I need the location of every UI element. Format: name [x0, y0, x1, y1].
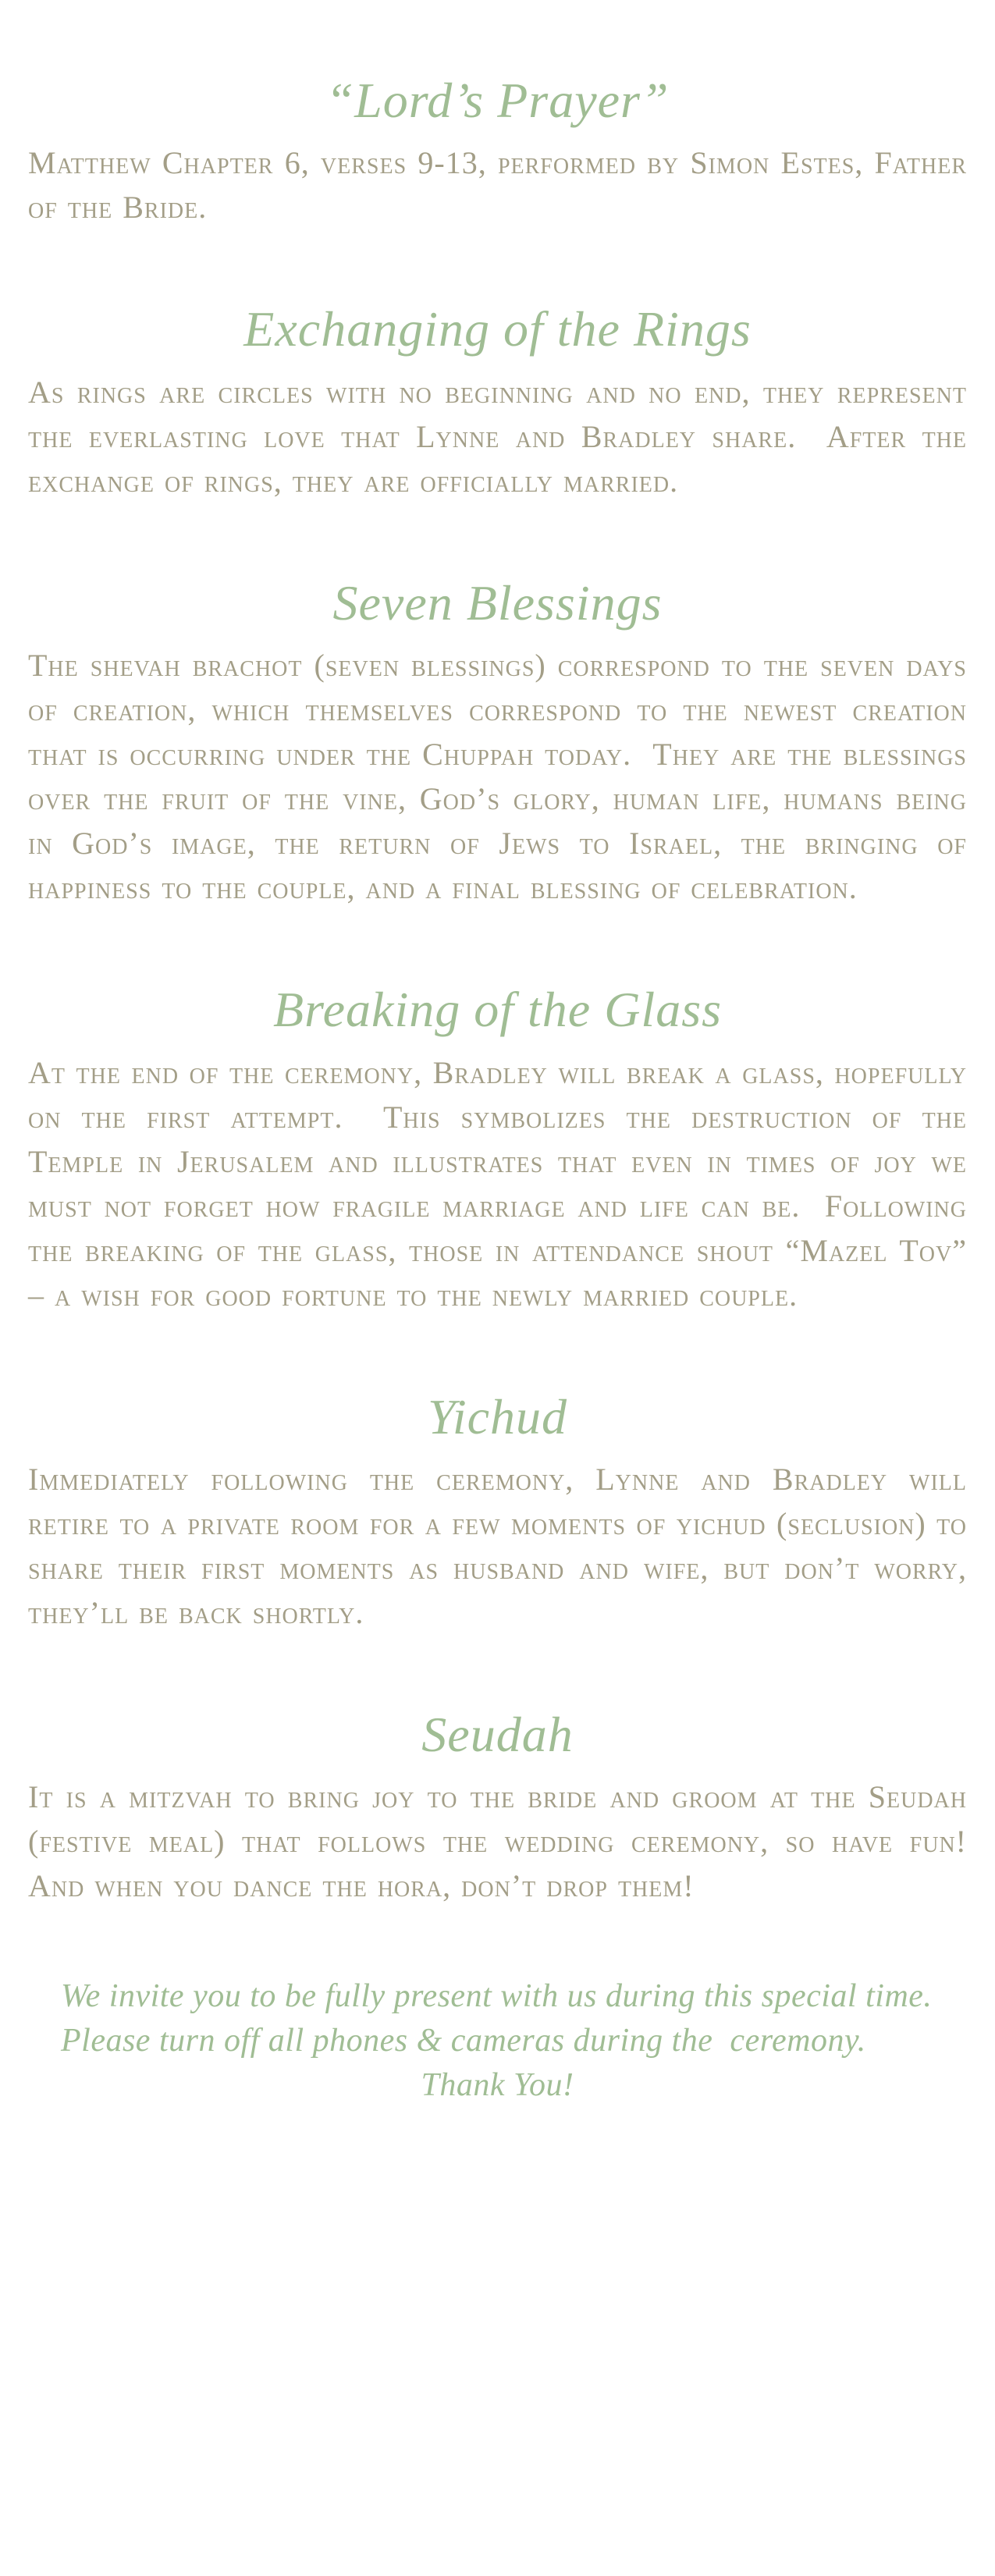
section-heading-seven-blessings: Seven Blessings — [332, 574, 663, 631]
closing-note — [28, 1974, 967, 2108]
section-exchanging-of-the-rings — [28, 296, 977, 503]
closing-line-phones: Please turn off all phones & cameras during the ceremony. — [61, 2023, 866, 2059]
section-heading-yichud: Yichud — [427, 1388, 568, 1444]
section-yichud — [28, 1384, 977, 1635]
section-body-seudah: It is a mitzvah to bring joy to the bride and groom at the Seudah (festive meal) that follows the wedding ceremony, so have fun! And when you dance the hora, don’t drop them! — [28, 1779, 987, 1904]
section-heading-breaking-of-the-glass: Breaking of the Glass — [273, 982, 722, 1038]
section-heading-seudah: Seudah — [421, 1706, 574, 1762]
section-heading-exchanging-of-the-rings: Exchanging of the Rings — [243, 301, 752, 357]
section-heading-lords-prayer: “Lord’s Prayer” — [325, 73, 670, 128]
section-seudah — [28, 1701, 987, 1908]
section-body-lords-prayer: Matthew Chapter 6, verses 9-13, performed by Simon Estes, Father of the Bride. — [28, 145, 977, 226]
section-body-breaking-of-the-glass: At the end of the ceremony, Bradley will break a glass, hopefully on the first attempt. This symbolizes the destruction of the Temple in Jerusalem and illustrates that even in times of joy we must not forget how fragile marriage and life can be. Following the breaking of the glass, those in attendance shout “Mazel Tov” – a wish for good fortune to the newly married couple. — [28, 1054, 977, 1313]
section-body-yichud: Immediately following the ceremony, Lynne and Bradley will retire to a private room for a few moments of yichud (seclusion) to share their first moments as husband and wife, but don’t worry, they’ll be back shortly. — [28, 1461, 977, 1630]
section-body-exchanging-of-the-rings: As rings are circles with no beginning and no end, they represent the everlasting love that Lynne and Bradley share. After the exchange of rings, they are officially married. — [28, 374, 977, 499]
section-breaking-of-the-glass — [28, 976, 977, 1316]
closing-line-thank-you: Thank You! — [421, 2067, 574, 2104]
closing-line-present: We invite you to be fully present with us during this special time. — [61, 1978, 933, 2015]
section-seven-blessings — [28, 570, 978, 910]
section-lords-prayer — [28, 67, 977, 229]
section-body-seven-blessings: The shevah brachot (seven blessings) correspond to the seven days of creation, which themselves correspond to the newest creation that is occurring under the Chuppah today. They are the blessings over the fruit of the vine, God’s glory, human life, humans being in God’s image, the return of Jews to Israel, the bringing of happiness to the couple, and a final blessing of celebration. — [28, 648, 978, 906]
